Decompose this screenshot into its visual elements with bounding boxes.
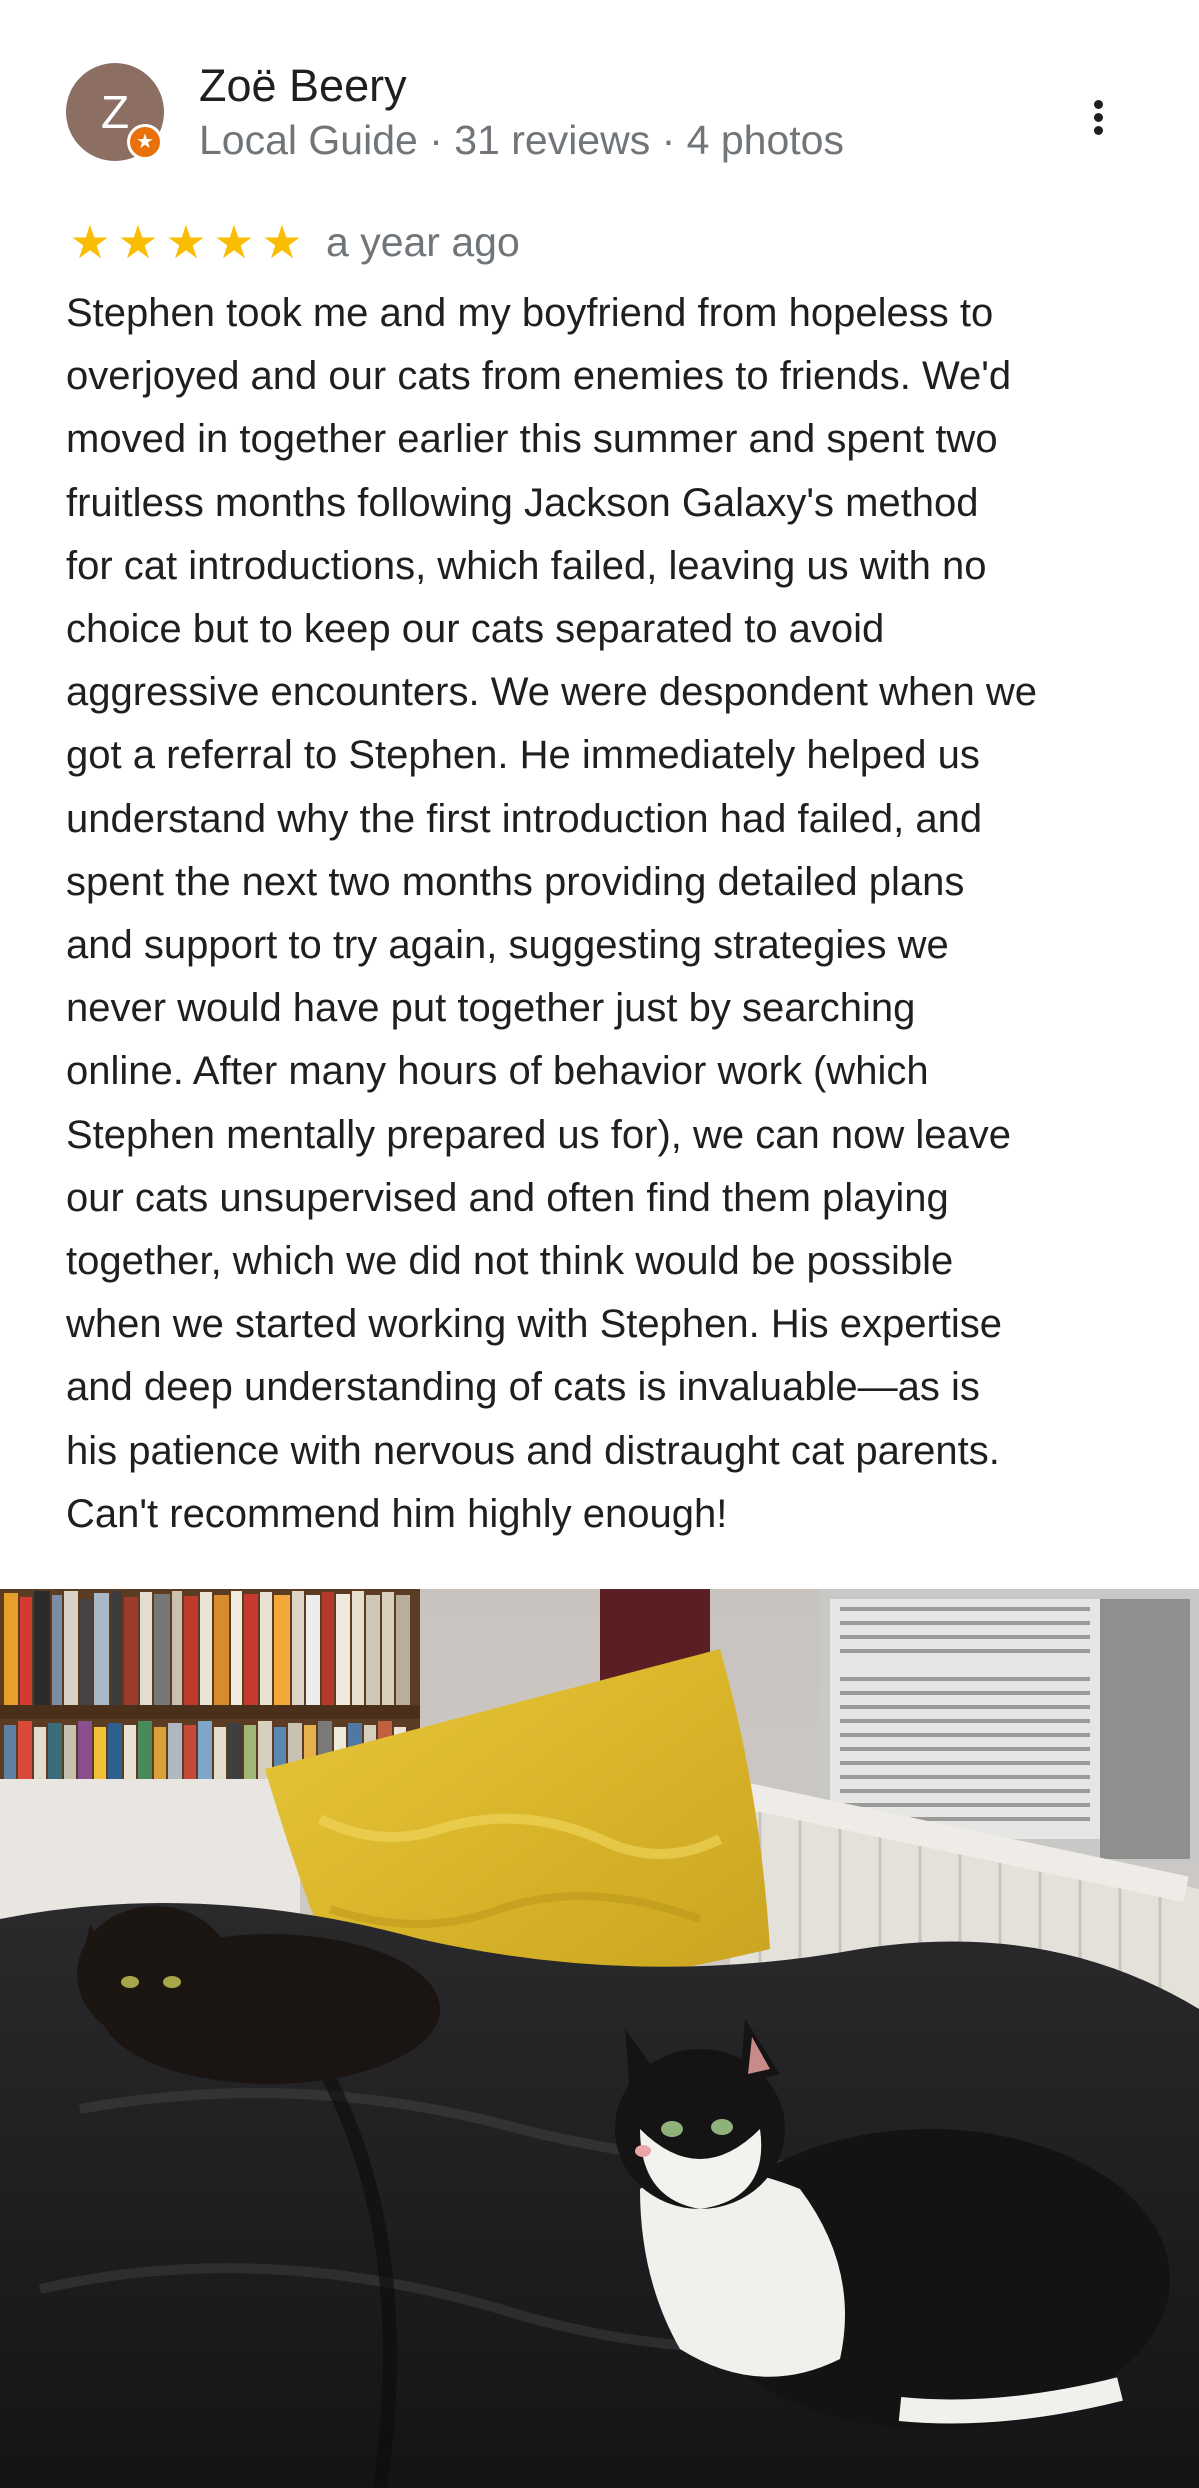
review-text-line: and support to try again, suggesting strategies we (66, 923, 949, 968)
avatar-initial: Z (100, 86, 130, 138)
review-text-line: for cat introductions, which failed, leaving us with no (66, 543, 987, 588)
review-date: a year ago (326, 219, 520, 265)
review-text-line: Can't recommend him highly enough! (66, 1491, 728, 1536)
review-text-line: fruitless months following Jackson Galaxy's method (66, 480, 979, 525)
review-text-line: Stephen took me and my boyfriend from hopeless to (66, 291, 994, 335)
review-text-line: got a referral to Stephen. He immediately helped us (66, 733, 980, 778)
more-vert-icon (1094, 126, 1103, 135)
review-text-line: our cats unsupervised and often find them playing (66, 1175, 949, 1220)
more-vert-icon (1094, 100, 1103, 109)
rating-row (66, 212, 1066, 272)
review-text-line: moved in together earlier this summer and spent two (66, 417, 998, 462)
review-text-line: Stephen mentally prepared us for), we can now leave (66, 1112, 1011, 1157)
review-text (66, 282, 1146, 1546)
star-icon: ★ (117, 215, 159, 269)
review-text-line: choice but to keep our cats separated to avoid (66, 607, 885, 652)
review-text-line: never would have put together just by searching (66, 986, 916, 1031)
review-text-line: spent the next two months providing detailed plans (66, 859, 965, 904)
review-text-line: understand why the first introduction had failed, and (66, 796, 983, 841)
review-text-line: online. After many hours of behavior work (which (66, 1049, 929, 1094)
review-text-line: together, which we did not think would be possible (66, 1239, 954, 1284)
review-header (0, 0, 1199, 200)
star-icon: ★ (213, 215, 255, 269)
reviewer-meta[interactable]: Local Guide · 31 reviews · 4 photos (199, 117, 844, 163)
review-photo-image (0, 1589, 1199, 2488)
review-photo[interactable] (0, 1589, 1199, 2488)
review-text-line: when we started working with Stephen. His expertise (66, 1302, 1003, 1347)
review-text-line: and deep understanding of cats is invaluable—as is (66, 1365, 980, 1410)
review-text-line: overjoyed and our cats from enemies to friends. We'd (66, 354, 1012, 399)
local-guide-star-icon: ★ (127, 124, 163, 160)
star-icon: ★ (165, 215, 207, 269)
reviewer-name[interactable]: Zoë Beery (199, 60, 407, 111)
more-vert-icon (1094, 113, 1103, 122)
more-options-button[interactable] (1074, 92, 1124, 142)
star-icon: ★ (261, 215, 303, 269)
review-text-line: aggressive encounters. We were despondent when we (66, 670, 1037, 715)
star-rating (66, 212, 306, 272)
star-icon: ★ (69, 215, 111, 269)
review-text-line: his patience with nervous and distraught cat parents. (66, 1428, 1000, 1473)
